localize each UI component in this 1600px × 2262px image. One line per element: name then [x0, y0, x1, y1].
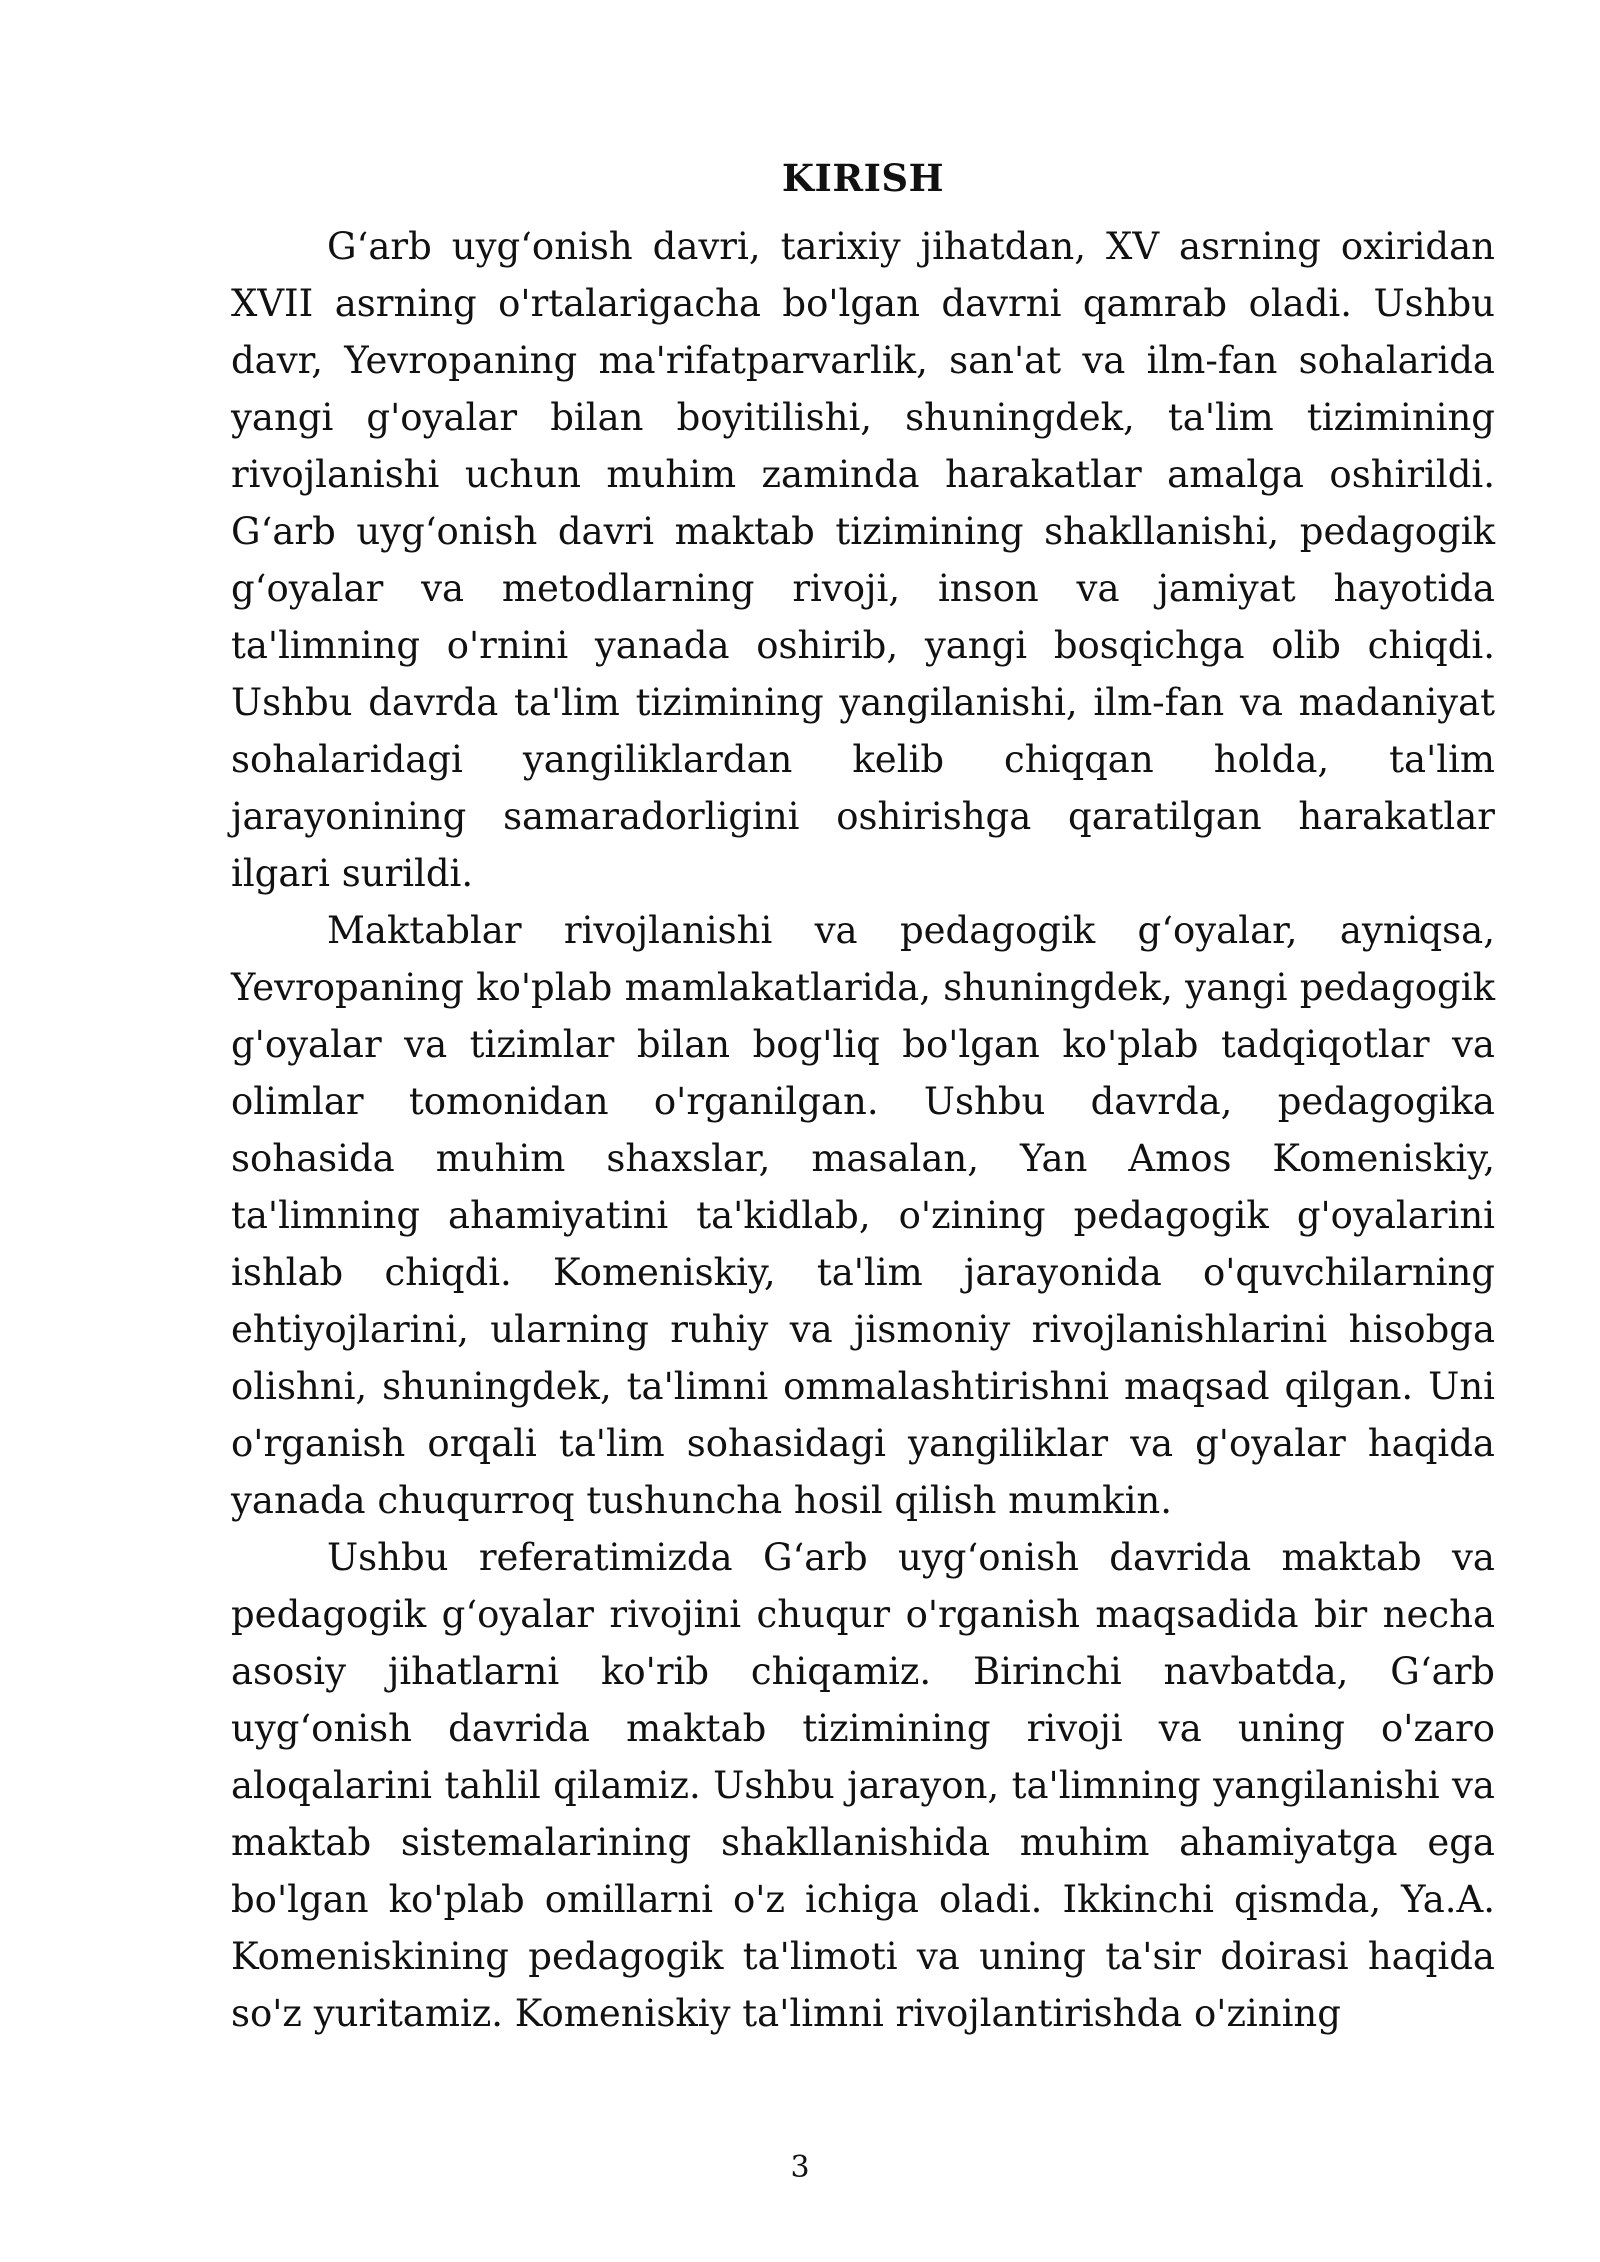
paragraph-1: G‘arb uyg‘onish davri, tarixiy jihatdan, XV asrning oxiridan XVII asrning o'rtalarigacha bo'lgan davrni qamrab oladi. Ushbu davr, Yevropaning ma'rifatparvarlik, san'at va ilm-fan sohalarida yangi g'oyalar bilan boyitilishi, shuningdek, ta'lim tizimining rivojlanishi uchun muhim zaminda harakatlar amalga oshirildi. G‘arb uyg‘onish davri maktab tizimining shakllanishi, pedagogik g‘oyalar va metodlarning rivoji, inson va jamiyat hayotida ta'limning o'rnini yanada oshirib, yangi bosqichga olib chiqdi. Ushbu davrda ta'lim tizimining yangilanishi, ilm-fan va madaniyat sohalaridagi yangiliklardan kelib chiqqan holda, ta'lim jarayonining samaradorligini oshirishga qaratilgan harakatlar ilgari surildi. — [231, 225, 1495, 895]
paragraph-2: Maktablar rivojlanishi va pedagogik g‘oyalar, ayniqsa, Yevropaning ko'plab mamlakatlarida, shuningdek, yangi pedagogik g'oyalar va tizimlar bilan bog'liq bo'lgan ko'plab tadqiqotlar va olimlar tomonidan o'rganilgan. Ushbu davrda, pedagogika sohasida muhim shaxslar, masalan, Yan Amos Komeniskiy, ta'limning ahamiyatini ta'kidlab, o'zining pedagogik g'oyalarini ishlab chiqdi. Komeniskiy, ta'lim jarayonida o'quvchilarning ehtiyojlarini, ularning ruhiy va jismoniy rivojlanishlarini hisobga olishni, shuningdek, ta'limni ommalashtirishni maqsad qilgan. Uni o'rganish orqali ta'lim sohasidagi yangiliklar va g'oyalar haqida yanada chuqurroq tushuncha hosil qilish mumkin. — [231, 909, 1495, 1522]
paragraph-3: Ushbu referatimizda G‘arb uyg‘onish davrida maktab va pedagogik g‘oyalar rivojini chuqur o'rganish maqsadida bir necha asosiy jihatlarni ko'rib chiqamiz. Birinchi navbatda, G‘arb uyg‘onish davrida maktab tizimining rivoji va uning o'zaro aloqalarini tahlil qilamiz. Ushbu jarayon, ta'limning yangilanishi va maktab sistemalarining shakllanishida muhim ahamiyatga ega bo'lgan ko'plab omillarni o'z ichiga oladi. Ikkinchi qismda, Ya.A. Komeniskining pedagogik ta'limoti va uning ta'sir doirasi haqida so'z yuritamiz. Komeniskiy ta'limni rivojlantirishda o'zining — [231, 1536, 1495, 2035]
document-page — [231, 150, 1495, 2042]
page-number: 3 — [790, 2150, 810, 2185]
section-title: KIRISH — [781, 156, 945, 200]
